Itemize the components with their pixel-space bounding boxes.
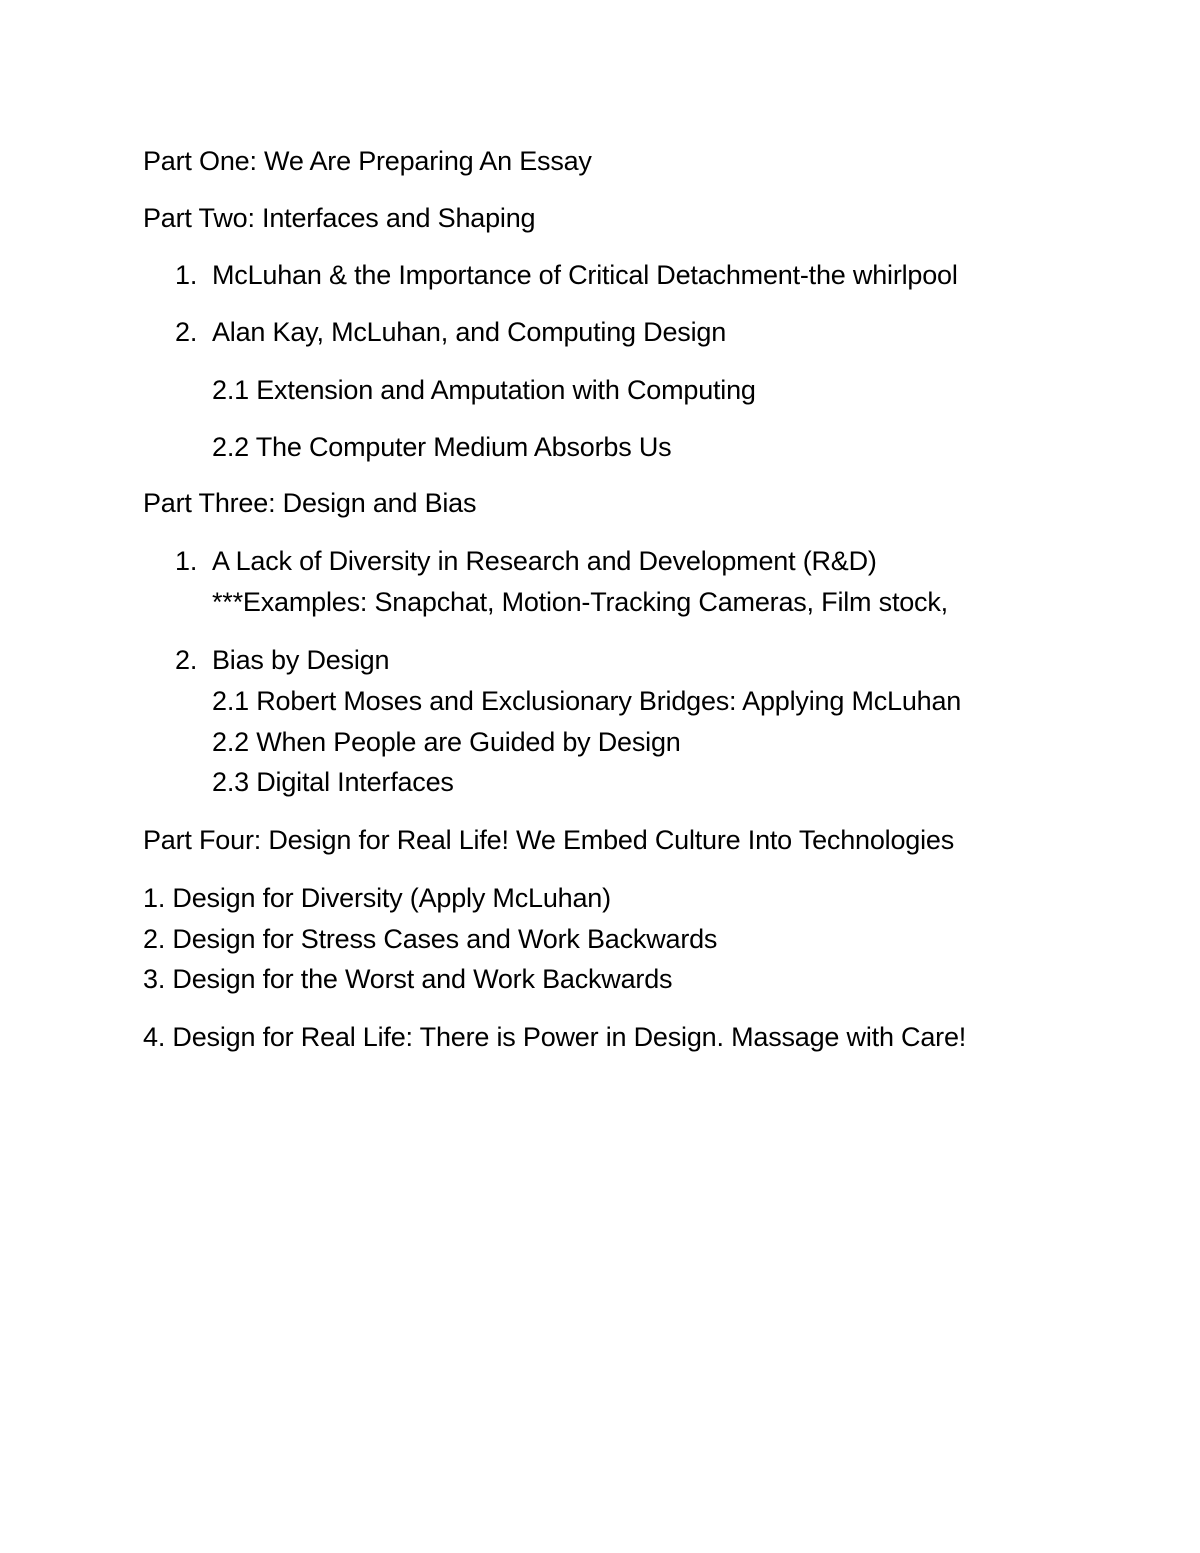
part-four-item-4: 4. Design for Real Life: There is Power in Design. Massage with Care! [143,1022,967,1052]
part-two-subitem-2-1: 2.1 Extension and Amputation with Computing [212,375,756,405]
part-four-item-2: 2. Design for Stress Cases and Work Backwards [143,924,718,954]
part-two-item-2-text: Alan Kay, McLuhan, and Computing Design [212,317,727,347]
part-three-subitem-2-2: 2.2 When People are Guided by Design [212,727,681,757]
part-three-heading: Part Three: Design and Bias [143,488,477,518]
part-four-item-1: 1. Design for Diversity (Apply McLuhan) [143,883,611,913]
part-four-item-3: 3. Design for the Worst and Work Backwards [143,964,673,994]
part-three-item-1-examples: ***Examples: Snapchat, Motion-Tracking Cameras, Film stock, [212,587,948,617]
part-three-item-1-number: 1. [175,546,198,576]
part-two-heading: Part Two: Interfaces and Shaping [143,203,536,233]
part-three-item-1-text: A Lack of Diversity in Research and Development (R&D) [212,546,877,576]
part-two-item-2-number: 2. [175,317,198,347]
part-four-heading: Part Four: Design for Real Life! We Embed Culture Into Technologies [143,825,955,855]
part-one-heading: Part One: We Are Preparing An Essay [143,146,592,176]
part-three-subitem-2-3: 2.3 Digital Interfaces [212,767,454,797]
part-two-item-1-text: McLuhan & the Importance of Critical Detachment-the whirlpool [212,260,958,290]
part-three-item-2-text: Bias by Design [212,645,390,675]
part-three-item-2-number: 2. [175,645,198,675]
part-two-subitem-2-2: 2.2 The Computer Medium Absorbs Us [212,432,672,462]
part-three-subitem-2-1: 2.1 Robert Moses and Exclusionary Bridges: Applying McLuhan [212,686,962,716]
part-two-item-1-number: 1. [175,260,198,290]
